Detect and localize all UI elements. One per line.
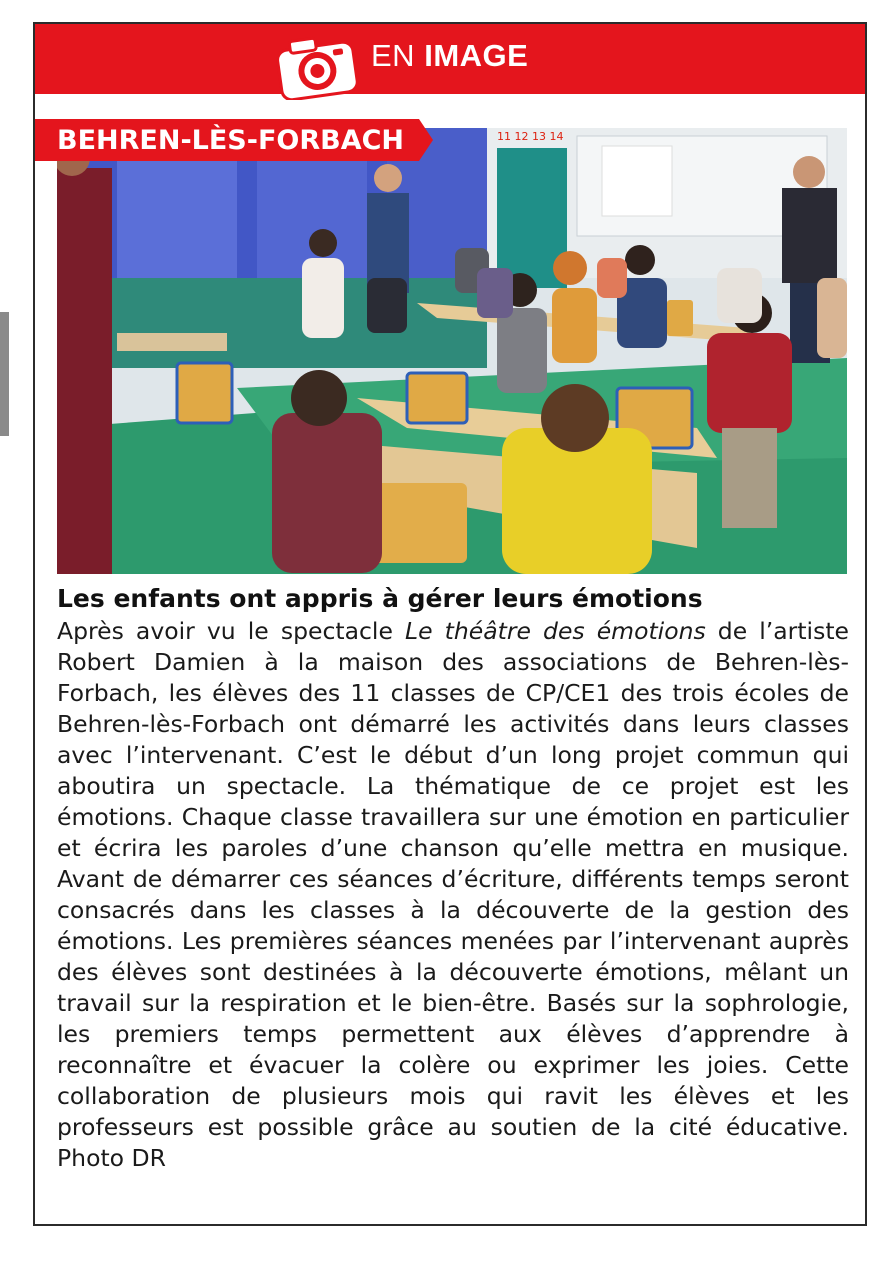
article-clipping bbox=[33, 22, 867, 1226]
section-title-prefix: EN bbox=[371, 38, 416, 73]
header-banner bbox=[35, 24, 865, 94]
section-title bbox=[371, 38, 528, 74]
article-headline: Les enfants ont appris à gérer leurs émotions bbox=[57, 584, 703, 613]
classroom-number-strip: 11 12 13 14 bbox=[497, 130, 564, 143]
camera-icon bbox=[271, 28, 363, 100]
section-title-bold: IMAGE bbox=[424, 38, 529, 73]
article-body-main: de l’artiste Robert Damien à la maison des associations de Behren-lès-Forbach, les élèves des 11 classes de CP/CE1 des trois écoles de Behren-lès-Forbach ont démarré les activités dans leurs classes avec l’intervenant. C’est le début d’un long projet commun qui aboutira un spectacle. La thématique de ce projet est les émotions. Chaque classe travaillera sur une émotion en particulier et écrira les paroles d’une chanson qu’elle mettra en musique. Avant de démarrer ces séances d’écriture, différents temps seront consacrés dans les classes à la découverte de la gestion des émotions. Les premières séances menées par l’intervenant auprès des élèves sont destinées à la découverte émotions, mêlant un travail sur la respiration et le bien-être. Basés sur la sophrologie, les premiers temps permettent aux élèves d’apprendre à reconnaître et évacuer la colère ou exprimer les joies. Cette collaboration de plusieurs mois qui ravit les élèves et les professeurs est possible grâce au soutien de la cité éducative. bbox=[57, 617, 849, 1141]
article-body-intro: Après avoir vu le spectacle bbox=[57, 617, 405, 645]
location-name: BEHREN-LÈS-FORBACH bbox=[57, 125, 405, 156]
classroom-photo bbox=[57, 128, 847, 574]
article-body bbox=[57, 616, 849, 1174]
page-edge-marker bbox=[0, 312, 9, 436]
photo-credit: Photo DR bbox=[57, 1144, 166, 1172]
show-title: Le théâtre des émotions bbox=[405, 617, 706, 645]
